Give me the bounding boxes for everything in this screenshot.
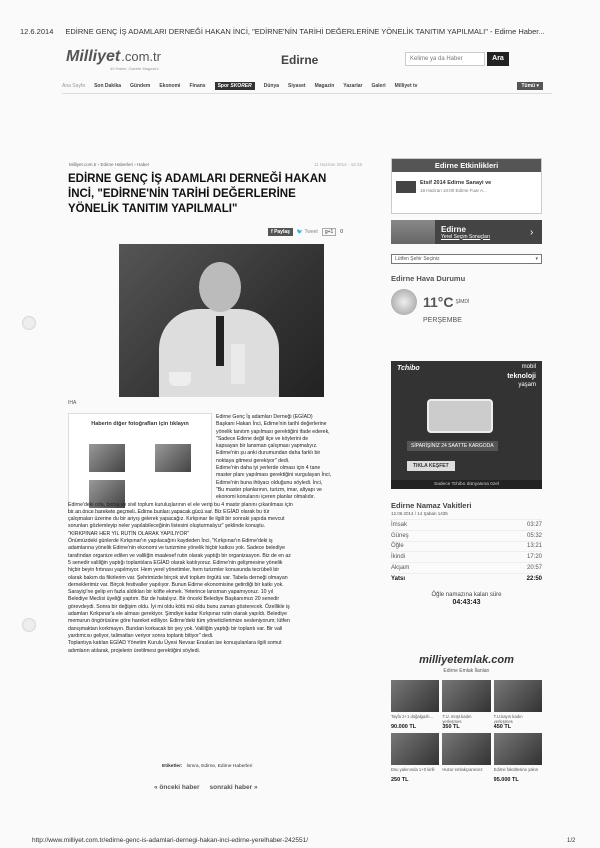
prayer-name: Öğle — [391, 543, 404, 550]
article-line: yardımcısı geliyor, talimatları veriyor sonra toplantı bitiyor" dedi. — [68, 632, 214, 639]
article-line: sorunları gözlemleyip neler yapılabileceğinin listesini oluşturmalıyız" şeklinde konuştu. — [68, 523, 266, 530]
emlak-price: 95.000 TL — [493, 777, 519, 783]
article-line: master planı yapılması gerektiğini vurgulayan İnci, — [216, 472, 332, 479]
article-line: Belediye Meclisi üyeliği yaptım. Biz de hatalıyız. Bir önceki Belediye Başkanımızı 20 senedir — [68, 596, 280, 603]
article-body — [68, 414, 356, 655]
ad-footer: Sadece Tchibo dünyasına özel — [391, 480, 542, 489]
gallery-title[interactable]: Haberin diğer fotoğrafları için tıklayın — [91, 421, 189, 427]
chevron-down-icon: ▾ — [535, 256, 538, 262]
prayer-time: 20:57 — [526, 565, 542, 572]
ad-cta-button[interactable]: TIKLA KEŞFET — [407, 461, 455, 471]
emlak-desc: Tayfa 2+1 doğalgazlı... — [391, 714, 434, 719]
prayer-name: İkindi — [391, 554, 406, 561]
google-plus-button[interactable]: g+1 — [322, 228, 336, 236]
ad-headline — [507, 363, 536, 390]
nav-galeri[interactable]: Galeri — [371, 83, 386, 89]
photo-person-head — [199, 262, 241, 312]
site-tagline: 40 Haber, Gazete Magazini — [110, 66, 159, 71]
emlak-desc: T.U.kayın kadın yerleşmes — [493, 714, 523, 724]
page-number: 1/2 — [567, 838, 576, 844]
events-widget — [391, 158, 542, 214]
facebook-icon: f — [271, 229, 273, 235]
prayer-times-widget — [391, 501, 542, 606]
emlak-logo[interactable]: milliyetemlak.com — [419, 654, 514, 666]
prayer-date: 12.06.2014 / 14 Şaban 1435 — [391, 511, 448, 516]
emlak-price: 450 TL — [493, 724, 512, 730]
weather-title: Edirne Hava Durumu — [391, 274, 466, 283]
event-item[interactable] — [392, 172, 541, 201]
logo-tld: .com.tr — [121, 49, 161, 64]
nav-dunya[interactable]: Dünya — [263, 83, 280, 89]
tags-label: Etiketler: — [162, 764, 183, 769]
nav-skorer-label: SKORER — [230, 83, 252, 89]
tchibo-ad[interactable] — [391, 361, 542, 489]
ad-yasam: yaşam — [518, 382, 536, 388]
photo-cup — [169, 372, 191, 386]
emlak-card[interactable] — [494, 680, 542, 730]
emlak-card[interactable] — [391, 680, 439, 730]
facebook-share-button[interactable] — [268, 228, 293, 236]
tags-list[interactable]: İsmra, Edirne, Edirne Haberleri — [186, 764, 253, 769]
facebook-share-label: Paylaş — [274, 229, 290, 235]
emlak-card[interactable] — [442, 733, 490, 783]
news-source: IHA — [68, 400, 77, 406]
print-url: http://www.milliyet.com.tr/edirne-genc-is-adamlari-dernegi-hakan-inci-edirne-yerelhaber-242551/ — [32, 837, 309, 844]
article-line: görevdeydi. Sonra bir değişim oldu. İyi mi oldu kötü mü oldu bunu zaman gösterecek. Özellikle iş — [68, 603, 290, 610]
chevron-down-icon: ▾ — [536, 83, 539, 89]
print-date: 12.6.2014 — [20, 27, 54, 36]
prayer-remaining-label: Öğle namazına kalan süre — [431, 591, 502, 598]
emlak-photo — [442, 680, 490, 712]
nav-spor[interactable] — [215, 82, 255, 90]
article-line: adamları Kırkpınar'a ele alması gerekiyor. Şimdiye kadar Kırkpınar rutin olarak yapıldı. Belediye — [68, 611, 287, 618]
prayer-row — [391, 562, 542, 573]
twitter-share-label: Tweet — [304, 229, 318, 235]
sun-icon — [391, 289, 417, 315]
emlak-desc: Huzur emlakçıanecez — [442, 767, 483, 772]
photo-tie — [216, 316, 224, 366]
city-select[interactable] — [391, 254, 542, 264]
main-nav — [62, 80, 552, 92]
article-line: bir an önce harekete geçmeli. Edirne bunları yapacak gücü var. Biz EGİAD olarak bu tür — [68, 508, 270, 515]
prayer-row — [391, 551, 542, 562]
emlak-photo — [391, 680, 439, 712]
next-article-link[interactable]: sonraki haber » — [209, 784, 258, 791]
ad-shipping: SİPARİŞİNİZ 24 SAATTE KARGODA — [407, 441, 498, 451]
punch-hole — [22, 316, 36, 330]
real-estate-widget — [391, 654, 542, 783]
emlak-photo — [494, 733, 542, 765]
search-input[interactable]: Kelime ya da Haber — [405, 52, 485, 66]
article-line: adamlarına yönelik Edirne'nin ekonomi ve turizmine yönelik hiçbir katkısı yok. Sadece belediye — [68, 545, 285, 552]
ad-brand: Tchibo — [397, 365, 420, 372]
election-city: Edirne — [441, 224, 466, 234]
print-header — [20, 27, 590, 36]
article-line: yönelik tanıtım yapılması gerektiğini ifade ederek, — [216, 428, 330, 435]
logo-text: Milliyet — [66, 48, 121, 65]
prayer-title: Edirne Namaz Vakitleri — [391, 501, 472, 510]
nav-spor-label: Spor — [217, 83, 229, 89]
emlak-grid — [391, 680, 542, 783]
event-time: 18 Haziran 10:00 Edirne Fuar A... — [420, 188, 487, 193]
city-select-value: Lütfen Şehir Seçiniz — [395, 256, 440, 262]
article-line: "Sadece Edirne değil ilçe ve köylerini de — [216, 435, 309, 442]
article-line: Edirne'deki oda, borsa ve sivil toplum kuruluşlarının el ele verip bu 4 mastır planını çıkarılması için — [68, 501, 293, 508]
emlak-photo — [391, 733, 439, 765]
article-line: "Bu master planlarının, turizm, imar, altyapı ve — [216, 486, 322, 493]
emlak-card[interactable] — [442, 680, 490, 730]
weather-temp: 11°C — [423, 294, 454, 310]
election-thumb — [391, 220, 435, 244]
emlak-desc: Edirne fakültesine yakın — [493, 767, 539, 772]
emlak-card[interactable] — [391, 733, 439, 783]
article-line: adımların atılarak, projelerin üretilmesi gerektiğini söyledi. — [68, 647, 201, 654]
prayer-row-active — [391, 573, 542, 584]
prayer-remaining-time: 04:43:43 — [452, 598, 481, 606]
prayer-time: 03:27 — [526, 521, 542, 528]
nav-magazin[interactable]: Magazin — [314, 83, 335, 89]
emlak-photo — [442, 733, 490, 765]
election-results-banner[interactable] — [391, 220, 542, 244]
twitter-icon: 🐦 — [296, 229, 304, 235]
print-title: EDİRNE GENÇ İŞ ADAMLARI DERNEĞİ HAKAN İNCİ, "EDİRNE'NİN TARİHİ DEĞERLERİNE YÖNELİK TANITIM YAPILMALI" - Edirne Haber... — [65, 27, 545, 36]
punch-hole — [22, 618, 36, 632]
prayer-time: 17:20 — [526, 554, 542, 561]
phone-icon — [427, 399, 493, 433]
share-count: 0 — [340, 229, 344, 235]
nav-divider — [62, 93, 552, 94]
article-line: tarafından organize edilen ve valiliğin maalesef rutin olarak yaptığı bir organizasyon. Biz de en az — [68, 552, 291, 559]
prayer-row — [391, 530, 542, 541]
article-line: çalışmaları üzerine du bir ariyış gelerek yapacağız. Kırkpınar ile ilgili bir sonraki yapıda mevcut — [68, 516, 285, 523]
prayer-time: 22:50 — [526, 575, 542, 582]
article-line: derneklerimiz var. Birçok festivaller yapılıyor. Bunun Edirne ekonomisine getirdiği bir katkı yok. — [68, 581, 284, 588]
twitter-share-button[interactable] — [297, 229, 318, 235]
event-thumb-icon — [396, 181, 416, 193]
article-subheading: "KIRKPINAR HER YIL RUTİN OLARAK YAPILIYOR" — [68, 530, 190, 537]
prayer-time: 05:32 — [526, 532, 542, 539]
emlak-subtitle: Edirne Emlak İlanları — [443, 668, 490, 674]
emlak-price: 250 TL — [391, 777, 409, 783]
article-line: hiçbir beyin fırtınası yapılmıyor. Hem yerel yönetimler, hem turizmler konusunda tecrübeli bir — [68, 567, 280, 574]
prev-article-link[interactable]: « önceki haber — [154, 784, 200, 791]
nav-milliyet-tv[interactable]: Milliyet tv — [394, 83, 418, 89]
article-line: Başkanı Hakan İnci, Edirne'nin tarihi değerlerine — [216, 421, 327, 428]
prayer-name: İmsak — [391, 521, 408, 528]
ad-mobil: mobil — [521, 364, 536, 370]
article-line: Edirne'nin daha iyi yerlerde olması için 4 tane — [216, 465, 321, 472]
article-title: EDİRNE GENÇ İŞ ADAMLARI DERNEĞİ HAKAN İNCİ, "EDİRNE'NİN TARİHİ DEĞERLERİNE YÖNELİK TANITIM YAPILMALI" — [68, 173, 327, 215]
article-line: Edirne'nin buna ihtiyacı olduğunu söyledi. İnci, — [216, 479, 323, 486]
nav-son-dakika[interactable]: Son Dakika — [94, 83, 122, 89]
election-subtitle: Yerel Seçim Sonuçları — [441, 233, 491, 240]
article-line: kapsayan bir lansman çalışması yapmalıyız. — [216, 443, 318, 450]
emlak-desc: T.U. müşt.kadın yerleşmes — [442, 714, 472, 724]
article-pager — [154, 784, 258, 791]
article-line: danışmaktan korkmayın. Bundan korkacak bir şey yok. Valiliğin yaptığı bir toplantı var. Bir vali — [68, 625, 283, 632]
photo-glass — [231, 344, 245, 384]
emlak-price: 90.000 TL — [391, 724, 417, 730]
prayer-name: Akşam — [391, 565, 410, 572]
chevron-right-icon: › — [530, 226, 534, 238]
article-tags — [162, 764, 252, 769]
search-button[interactable]: Ara — [487, 52, 509, 66]
nav-ekonomi[interactable]: Ekonomi — [159, 83, 181, 89]
article-line: ekonomi konularını içeren planlar olmalıdır. — [216, 494, 315, 501]
article-line: Önümüzdeki günlerde Kırkpınar'ın yapılacağını kaydeden İnci, "Kırkpınar'ın Edirne'deki iş — [68, 538, 273, 545]
article-photo[interactable] — [119, 244, 324, 397]
emlak-price: 350 TL — [442, 724, 460, 730]
share-bar — [268, 228, 343, 236]
nav-home[interactable]: Ana Sayfa — [62, 83, 86, 89]
nav-finans[interactable]: Finans — [189, 83, 206, 89]
article-line: memurun öngörüsüne göre hareket ediliyor. Edirne'deki tüm yöneticilerimize sesleniyorum; lütfen — [68, 618, 290, 625]
article-line: Edirne'nin şu anki durumundan daha farklı bir — [216, 450, 321, 457]
emlak-photo — [494, 680, 542, 712]
article-line: Sarayiçi'ne gelip en fazla aldıkları bir köfte ekmek. Yeterince lansman yapamıyoruz. 10 yıl — [68, 589, 274, 596]
weather-widget — [391, 274, 542, 324]
events-header[interactable]: Edirne Etkinlikleri — [392, 159, 541, 172]
nav-tumu-label: Tümü — [521, 83, 536, 89]
nav-tumu[interactable] — [517, 82, 543, 90]
site-logo[interactable] — [66, 48, 161, 66]
ad-teknoloji: teknoloji — [507, 373, 536, 380]
article-line: Edirne Genç İş adamları Derneği (EGİAD) — [216, 414, 313, 420]
article-line: Toplantıya katılan EGİAD Yönetim Kurulu Üyesi Nevsar Eraslan ise konuşulanlara ilgili somut — [68, 640, 282, 647]
weather-now: ŞİMDİ — [455, 299, 470, 305]
emlak-desc: Dsu yakınında 1+0 kirlil — [391, 767, 435, 772]
article-line: 5 senedir valiliğin yaptığı toplantılara EGİAD olarak katılıyoruz. Edirne'nin gelişmesine yönelik — [68, 559, 283, 566]
article-line: noktaya gitmesi gerekiyor" dedi. — [216, 457, 290, 464]
weather-day: PERŞEMBE — [423, 317, 462, 324]
prayer-row — [391, 519, 542, 530]
nav-gundem[interactable]: Gündem — [130, 83, 151, 89]
city-title: Edirne — [281, 53, 319, 67]
prayer-time: 13:21 — [526, 543, 542, 550]
article-line: olarak bakım da fikirlerim var. Şehrimizde birçok sivil toplum örgütü var. Tabela derneği olmayan — [68, 574, 288, 581]
nav-siyaset[interactable]: Siyaset — [288, 83, 306, 89]
prayer-row — [391, 541, 542, 552]
event-title: Etsif 2014 Edirne Sanayi ve — [420, 180, 492, 186]
prayer-name: Güneş — [391, 532, 409, 539]
breadcrumb[interactable]: Milliyet.com.tr › Edirne Haberleri › Haber — [69, 162, 150, 167]
emlak-card[interactable] — [494, 733, 542, 783]
prayer-name: Yatsı — [391, 575, 406, 582]
article-date: 11 Haziran 2014 - 16:19 — [314, 162, 362, 167]
nav-yazarlar[interactable]: Yazarlar — [343, 83, 363, 89]
